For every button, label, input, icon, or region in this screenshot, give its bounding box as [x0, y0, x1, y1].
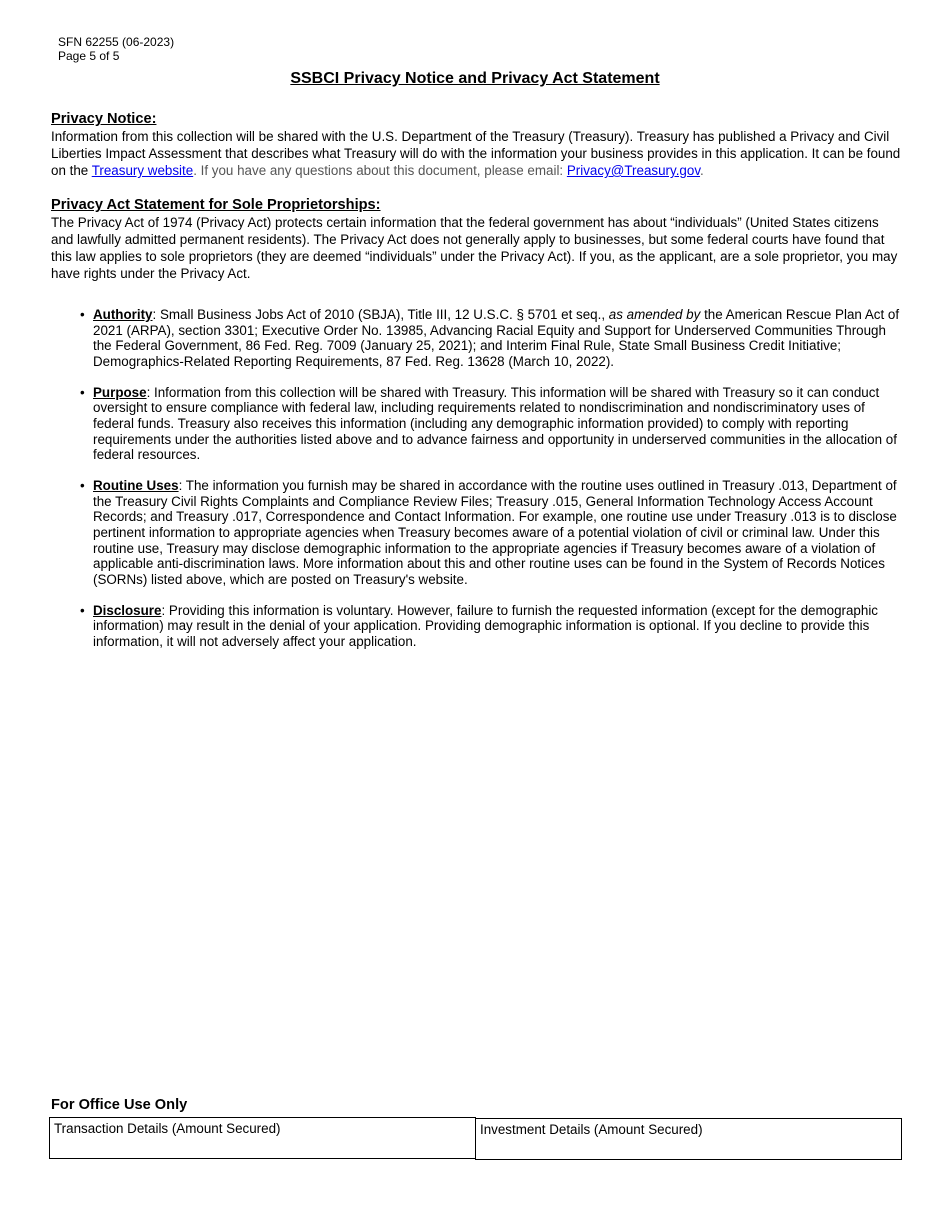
bullet-icon: •	[80, 478, 85, 494]
privacy-notice-section	[51, 111, 901, 179]
routine-uses-text: : The information you furnish may be shared in accordance with the routine uses outlined in Treasury .013, Department of the Treasury Civil Rights Complaints and Compliance Review Files; Treasury .015, General Information Technology Access Account Records; and Treasury .017, Correspondence and Contact Information. For example, one routine use under Treasury .013 is to disclose pertinent information to appropriate agencies when Treasury becomes aware of a potential violation of civil or criminal law. Under this routine use, Treasury may disclose demographic information to the appropriate agencies if Treasury becomes aware of a violation of applicable anti-discrimination laws. More information about this and other routine uses can be found in the System of Records Notices (SORNs) listed above, which are posted on Treasury's website.	[93, 478, 897, 587]
form-number: SFN 62255 (06-2023)	[58, 35, 175, 49]
disclosure-term: Disclosure	[93, 602, 162, 618]
page-title: SSBCI Privacy Notice and Privacy Act Statement	[290, 70, 660, 87]
authority-italic: as amended by	[608, 307, 701, 322]
office-use-table	[49, 1117, 902, 1160]
list-item-authority	[80, 307, 900, 369]
transaction-details-field[interactable]	[49, 1117, 476, 1159]
privacy-act-text: The Privacy Act of 1974 (Privacy Act) protects certain information that the federal government has about “individuals” (United States citizens and lawfully admitted permanent residents). The Privacy Act does not generally apply to businesses, but some federal courts have found that this law applies to sole proprietors (they are deemed “individuals” under the Privacy Act). If you, as the applicant, are a sole proprietor, you may have rights under the Privacy Act.	[51, 215, 898, 281]
transaction-details-label: Transaction Details (Amount Secured)	[54, 1121, 281, 1136]
privacy-notice-contact-text: . If you have any questions about this document, please email:	[193, 163, 567, 178]
investment-details-label: Investment Details (Amount Secured)	[480, 1122, 703, 1137]
authority-text-a: : Small Business Jobs Act of 2010 (SBJA), Title III, 12 U.S.C. § 5701 et seq.,	[152, 307, 609, 322]
privacy-notice-heading: Privacy Notice:	[51, 111, 157, 127]
purpose-text: : Information from this collection will be shared with Treasury. This information will be shared with Treasury so it can conduct oversight to ensure compliance with federal law, including requirements related to nondiscrimination and nondiscriminatory uses of federal funds. Treasury also receives this information (including any demographic information provided) to comply with reporting requirements under the authorities listed above and to advance fairness and opportunity in underserved communities in the allocation of federal resources.	[93, 384, 897, 463]
privacy-email-link[interactable]: Privacy@Treasury.gov	[566, 163, 701, 178]
bullet-icon: •	[80, 384, 85, 400]
purpose-term: Purpose	[93, 384, 147, 400]
list-item-purpose	[80, 385, 900, 463]
bullet-icon: •	[80, 602, 85, 618]
privacy-act-bullets	[80, 307, 900, 665]
list-item-routine-uses	[80, 478, 900, 587]
routine-uses-term: Routine Uses	[93, 478, 179, 494]
privacy-act-section	[51, 197, 901, 282]
page-label: Page 5 of 5	[58, 49, 120, 63]
investment-details-field[interactable]	[475, 1118, 902, 1160]
privacy-notice-text	[51, 128, 901, 179]
authority-term: Authority	[93, 307, 153, 322]
privacy-notice-body: Information from this collection will be shared with the U.S. Department of the Treasury (Treasury). Treasury has published a Privacy and Civil Liberties Impact Assessment that describes what Treasury will do with the information your business provides in this application. It can be found on the	[51, 129, 901, 178]
authority-text-b: the American Rescue Plan Act of 2021 (ARPA), section 3301; Executive Order No. 13985, Advancing Racial Equity and Support for Underserved Communities Through the Federal Government, 86 Fed. Reg. 7009 (January 25, 2021); and Interim Final Rule, State Small Business Credit Initiative; Demographics-Related Reporting Requirements, 87 Fed. Reg. 13628 (March 10, 2022).	[93, 307, 900, 369]
disclosure-text: : Providing this information is voluntary. However, failure to furnish the requested information (except for the demographic information) may result in the denial of your application. Providing demographic information is optional. If you decline to provide this information, it will not adversely affect your application.	[93, 602, 878, 649]
list-item-disclosure	[80, 603, 900, 650]
privacy-notice-end: .	[700, 163, 704, 178]
bullet-icon: •	[80, 307, 85, 322]
office-use-title: For Office Use Only	[51, 1097, 188, 1113]
privacy-act-heading: Privacy Act Statement for Sole Proprietorships:	[51, 197, 381, 213]
form-identifier	[58, 35, 174, 63]
treasury-website-link[interactable]: Treasury website	[91, 163, 194, 178]
